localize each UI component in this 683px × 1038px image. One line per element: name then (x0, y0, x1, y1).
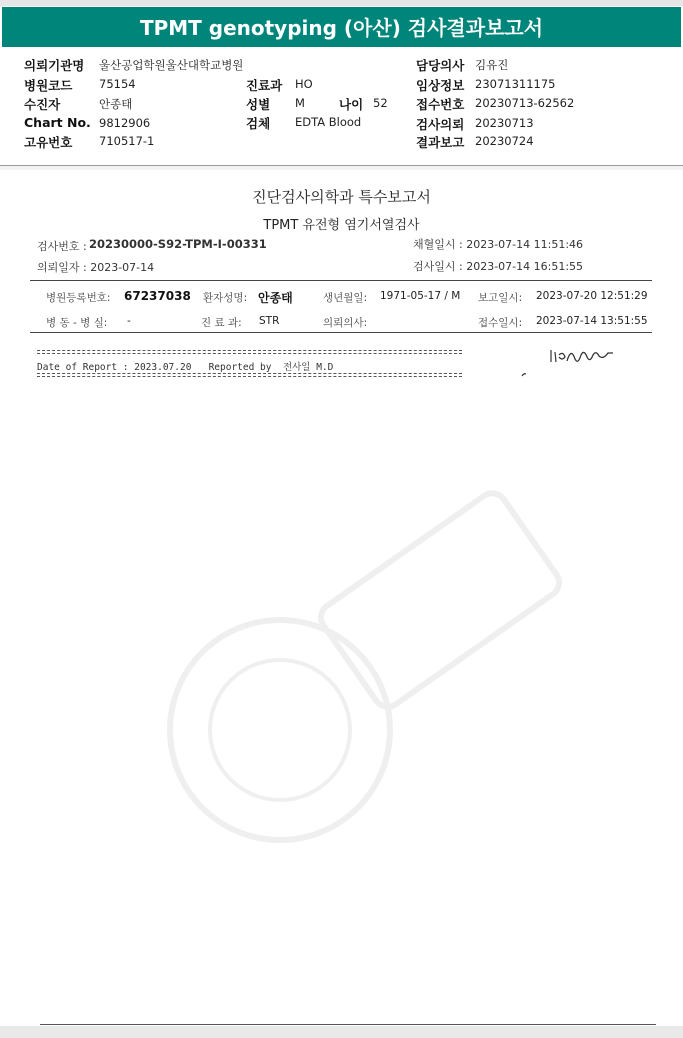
report-top-rule (37, 350, 462, 354)
collector-value: 안종태 (99, 97, 133, 111)
test-no-value: 20230000-S92-TPM-I-00331 (89, 237, 267, 251)
collect-time: 채혈일시 : 2023-07-14 11:51:46 (413, 238, 584, 251)
ward-label: 병 동 - 병 실: (46, 317, 108, 329)
receive-time-label: 접수일시: (478, 317, 523, 329)
result-date-value: 20230724 (475, 134, 534, 148)
document-subtitle: TPMT 유전형 염기서열검사 (263, 218, 420, 233)
institution-label: 의뢰기관명 (24, 58, 85, 73)
report-time-label: 보고일시: (478, 292, 523, 304)
test-no-label: 검사번호 : (37, 240, 87, 253)
reg-no-value: 67237038 (124, 289, 191, 303)
patient-info-panel (0, 48, 683, 166)
hospital-seal-watermark (160, 470, 580, 890)
result-date-label: 결과보고 (416, 135, 465, 150)
table-bottom-rule (30, 332, 652, 333)
institution-value: 울산공업학원울산대학교병원 (99, 58, 244, 72)
age-value: 52 (373, 96, 388, 110)
report-bottom-rule (37, 373, 462, 377)
dept-label: 진료과 (246, 78, 283, 93)
doctor-signature (515, 343, 635, 383)
sex-label: 성별 (246, 97, 271, 112)
doctor-value: 김유진 (475, 58, 509, 72)
table-top-rule (30, 280, 652, 281)
test-time: 검사일시 : 2023-07-14 16:51:55 (413, 260, 584, 273)
request-date-label: 검사의뢰 (416, 117, 465, 132)
doctor-label: 담당의사 (416, 58, 465, 73)
dept-value: HO (295, 77, 313, 91)
referring-doctor-label: 의뢰의사: (323, 317, 368, 329)
hospital-code-value: 75154 (99, 77, 136, 91)
chart-no-label: Chart No. (24, 115, 91, 130)
collector-label: 수진자 (24, 97, 61, 112)
doc-dept-value: STR (259, 315, 280, 327)
specimen-value: EDTA Blood (295, 115, 362, 129)
bottom-strip (0, 1026, 683, 1038)
doc-dept-label: 진 료 과: (201, 317, 242, 329)
chart-no-value: 9812906 (99, 116, 151, 130)
document-title: 진단검사의학과 특수보고서 (252, 188, 431, 206)
scanned-report-page (0, 170, 683, 1026)
reg-no-label: 병원등록번호: (46, 292, 111, 304)
unique-no-label: 고유번호 (24, 135, 73, 150)
specimen-label: 검체 (246, 116, 271, 131)
ward-value: - (127, 315, 131, 327)
receipt-no-label: 접수번호 (416, 97, 465, 112)
patient-label: 환자성명: (203, 292, 248, 304)
receive-time-value: 2023-07-14 13:51:55 (536, 315, 648, 327)
receipt-no-value: 20230713-62562 (475, 96, 575, 110)
unique-no-value: 710517-1 (99, 134, 155, 148)
sex-value: M (295, 96, 305, 110)
hospital-code-label: 병원코드 (24, 78, 73, 93)
clinical-info-label: 임상정보 (416, 78, 465, 93)
clinical-info-value: 23071311175 (475, 77, 556, 91)
report-time-value: 2023-07-20 12:51:29 (536, 290, 648, 302)
top-strip (0, 0, 683, 6)
birth-value: 1971-05-17 / M (380, 290, 461, 302)
report-title: TPMT genotyping (아산) 검사결과보고서 (2, 7, 681, 47)
birth-label: 생년월일: (323, 292, 368, 304)
page-bottom-rule (40, 1024, 656, 1025)
patient-value: 안종태 (258, 291, 293, 305)
request-date: 의뢰일자 : 2023-07-14 (37, 261, 155, 274)
report-date-line: Date of Report : 2023.07.20 Reported by 전사일 M.D (37, 362, 334, 373)
request-date-value: 20230713 (475, 116, 534, 130)
age-label: 나이 (339, 97, 364, 112)
